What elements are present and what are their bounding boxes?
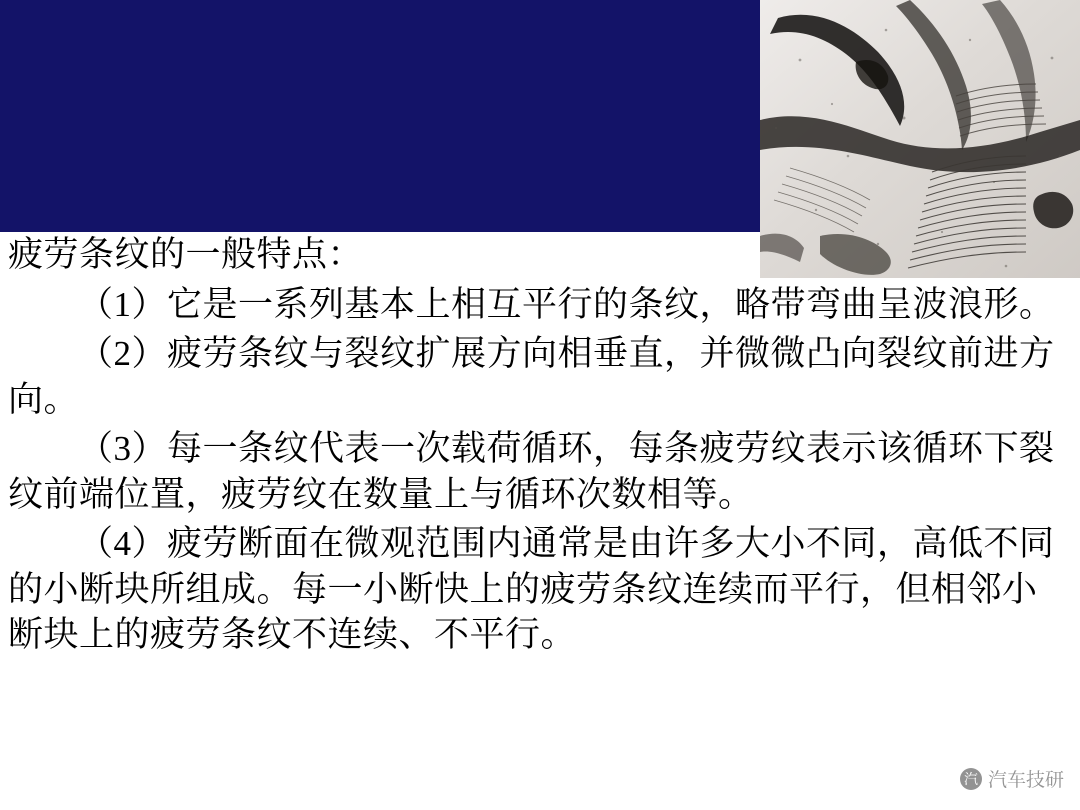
lead-line: 疲劳条纹的一般特点： [8,235,364,274]
watermark-logo-icon: 汽 [960,768,982,790]
watermark-text: 汽车技研 [987,770,1064,791]
paragraph-1: （1）它是一系列基本上相互平行的条纹，略带弯曲呈波浪形。 [78,284,1055,324]
paragraph-3: （3）每一条纹代表一次载荷循环，每条疲劳纹表示该循环下裂纹前端位置，疲劳纹在数量上与循环次数相等。 [8,429,1055,514]
watermark [960,765,1064,792]
paragraph-2: （2）疲劳条纹与裂纹扩展方向相垂直，并微微凸向裂纹前进方向。 [8,334,1055,419]
paragraph-4: （4）疲劳断面在微观范围内通常是由许多大小不同，高低不同的小断块所组成。每一小断快上的疲劳条纹连续而平行，但相邻小断块上的疲劳条纹不连续、不平行。 [8,524,1055,654]
navy-banner-block [0,0,760,232]
slide-body-text [0,232,1080,662]
